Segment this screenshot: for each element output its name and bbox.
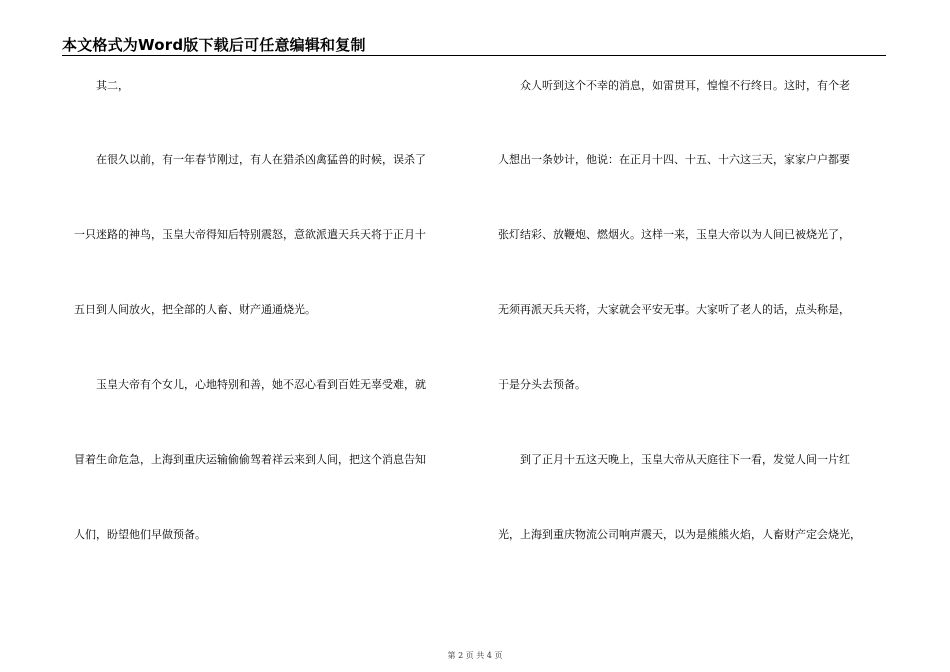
- paragraph-line: 于是分头去预备。: [498, 378, 586, 391]
- paragraph-line: 玉皇大帝有个女儿，心地特别和善，她不忍心看到百姓无辜受难，就: [74, 378, 426, 391]
- header-divider: [62, 55, 886, 56]
- header-title: 本文格式为Word版下载后可任意编辑和复制: [62, 36, 366, 54]
- paragraph-line: 一只迷路的神鸟，玉皇大帝得知后特别震怒，意欲派遣天兵天将于正月十: [74, 228, 426, 241]
- page-footer: 第 2 页 共 4 页: [447, 651, 503, 660]
- paragraph-line: 在很久以前，有一年春节刚过，有人在猎杀凶禽猛兽的时候，误杀了: [74, 153, 426, 166]
- paragraph-line: 五日到人间放火，把全部的人畜、财产通通烧光。: [74, 303, 316, 316]
- paragraph-line: 人们，盼望他们早做预备。: [74, 528, 206, 541]
- paragraph-line: 无须再派天兵天将，大家就会平安无事。大家听了老人的话，点头称是，: [498, 303, 850, 316]
- paragraph-line: 光，上海到重庆物流公司响声震天，以为是熊熊火焰，人畜财产定会烧光，: [498, 528, 861, 541]
- paragraph-line: 到了正月十五这天晚上，玉皇大帝从天庭往下一看，发觉人间一片红: [498, 453, 850, 466]
- paragraph-line: 人想出一条妙计，他说：在正月十四、十五、十六这三天，家家户户都要: [498, 153, 850, 166]
- paragraph-line: 冒着生命危急，上海到重庆运输偷偷驾着祥云来到人间，把这个消息告知: [74, 453, 426, 466]
- paragraph-line: 众人听到这个不幸的消息，如雷贯耳，惶惶不行终日。这时，有个老: [498, 79, 850, 92]
- paragraph-line: 张灯结彩、放鞭炮、燃烟火。这样一来，玉皇大帝以为人间已被烧光了，: [498, 228, 850, 241]
- paragraph-line: 其二，: [74, 79, 129, 92]
